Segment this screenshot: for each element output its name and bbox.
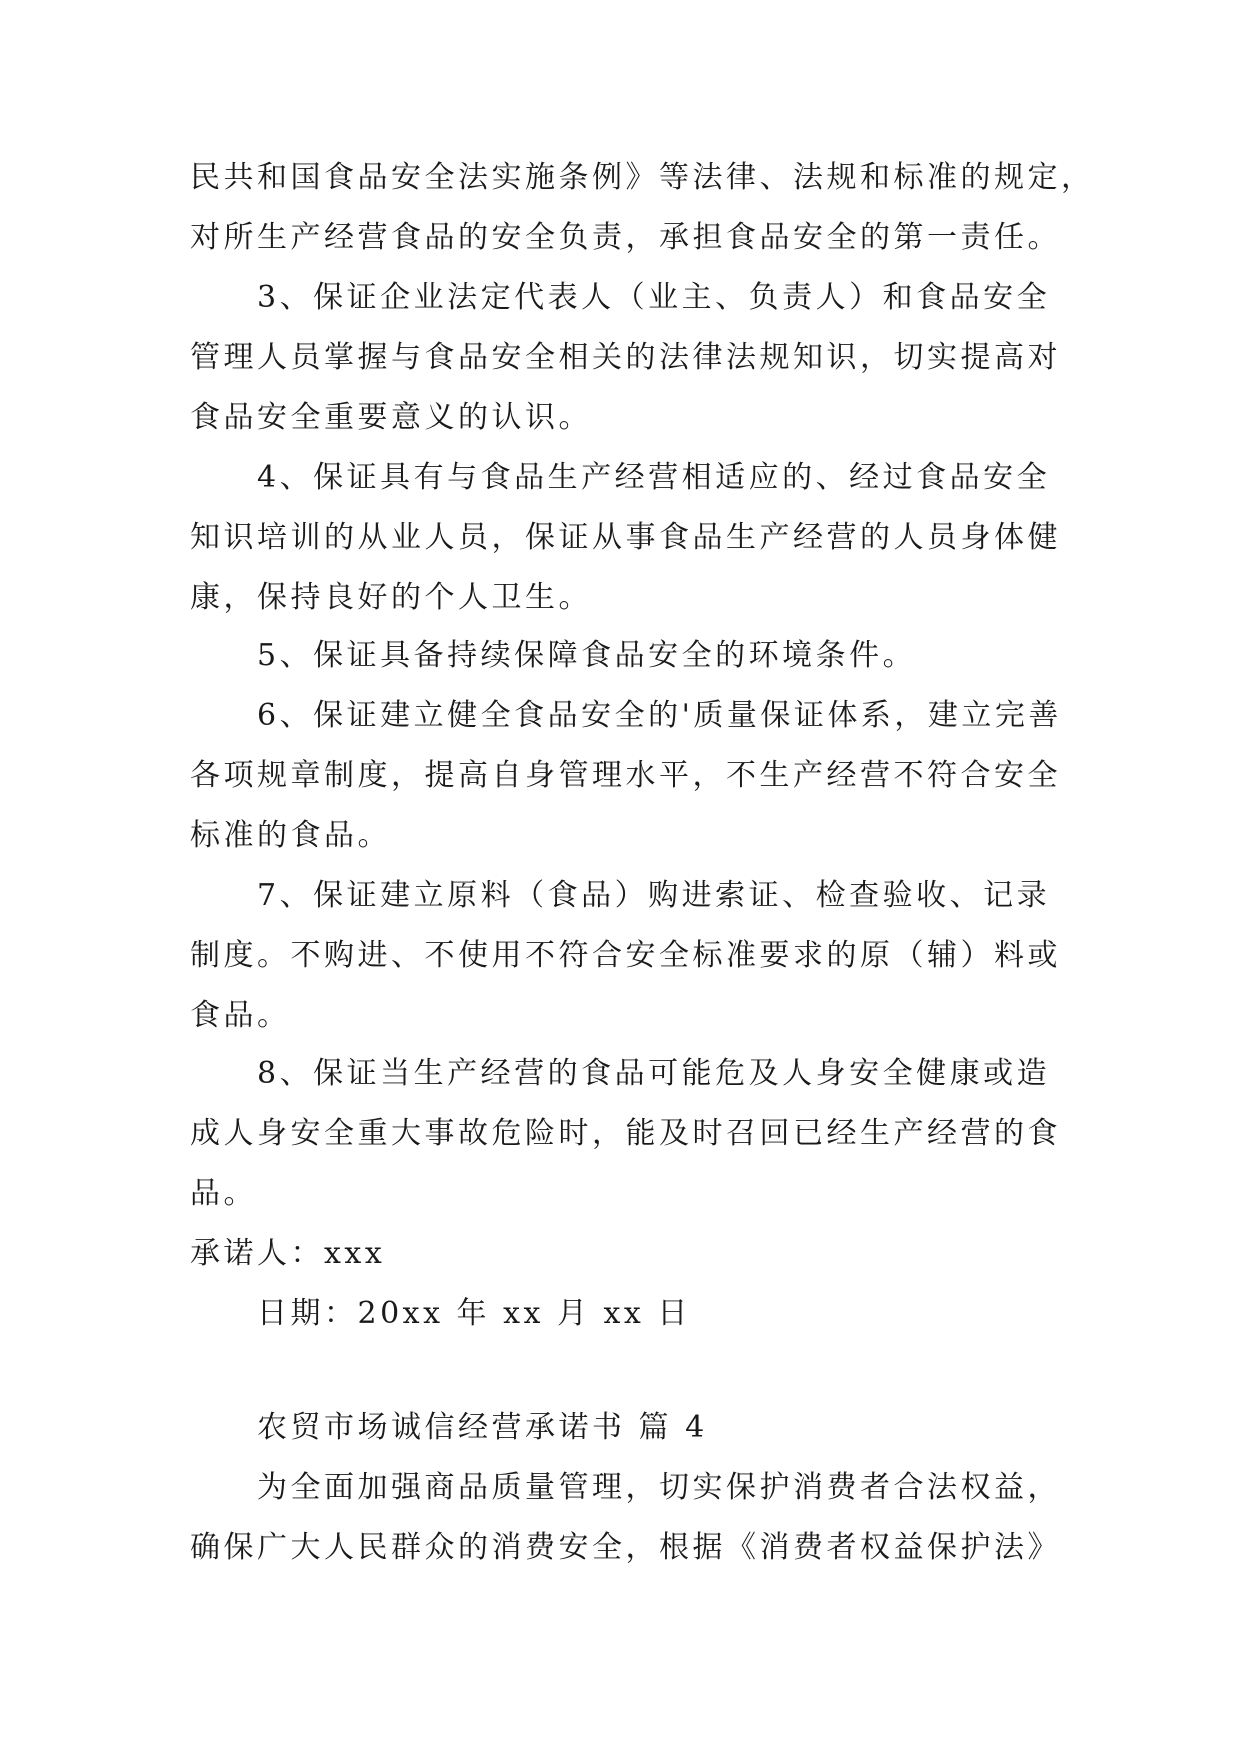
text-line: 康，保持良好的个人卫生。 [190, 580, 592, 615]
text-line: 成人身安全重大事故危险时，能及时召回已经生产经营的食 [190, 1116, 1061, 1151]
text-line: 品。 [190, 1176, 257, 1211]
text-line: 制度。不购进、不使用不符合安全标准要求的原（辅）料或 [190, 938, 1061, 973]
text-line: 食品安全重要意义的认识。 [190, 400, 592, 435]
promisor-line: 承诺人：xxx [190, 1236, 386, 1271]
text-line: 管理人员掌握与食品安全相关的法律法规知识，切实提高对 [190, 340, 1061, 375]
text-line: 标准的食品。 [190, 818, 391, 853]
text-line: 6、保证建立健全食品安全的'质量保证体系，建立完善 [257, 698, 1062, 733]
section-heading: 农贸市场诚信经营承诺书 篇 4 [257, 1410, 708, 1445]
text-line: 3、保证企业法定代表人（业主、负责人）和食品安全 [257, 280, 1051, 315]
text-line: 各项规章制度，提高自身管理水平，不生产经营不符合安全 [190, 758, 1061, 793]
text-line: 民共和国食品安全法实施条例》等法律、法规和标准的规定， [190, 160, 1095, 195]
text-line: 5、保证具备持续保障食品安全的环境条件。 [257, 638, 917, 673]
text-line: 7、保证建立原料（食品）购进索证、检查验收、记录 [257, 878, 1051, 913]
text-line: 确保广大人民群众的消费安全，根据《消费者权益保护法》 [190, 1530, 1061, 1565]
date-line: 日期：20xx 年 xx 月 xx 日 [257, 1296, 691, 1331]
text-line: 4、保证具有与食品生产经营相适应的、经过食品安全 [257, 460, 1051, 495]
text-line: 知识培训的从业人员，保证从事食品生产经营的人员身体健 [190, 520, 1061, 555]
text-line: 为全面加强商品质量管理，切实保护消费者合法权益， [257, 1470, 1061, 1505]
text-line: 食品。 [190, 998, 291, 1033]
text-line: 对所生产经营食品的安全负责，承担食品安全的第一责任。 [190, 220, 1061, 255]
text-line: 8、保证当生产经营的食品可能危及人身安全健康或造 [257, 1056, 1051, 1091]
